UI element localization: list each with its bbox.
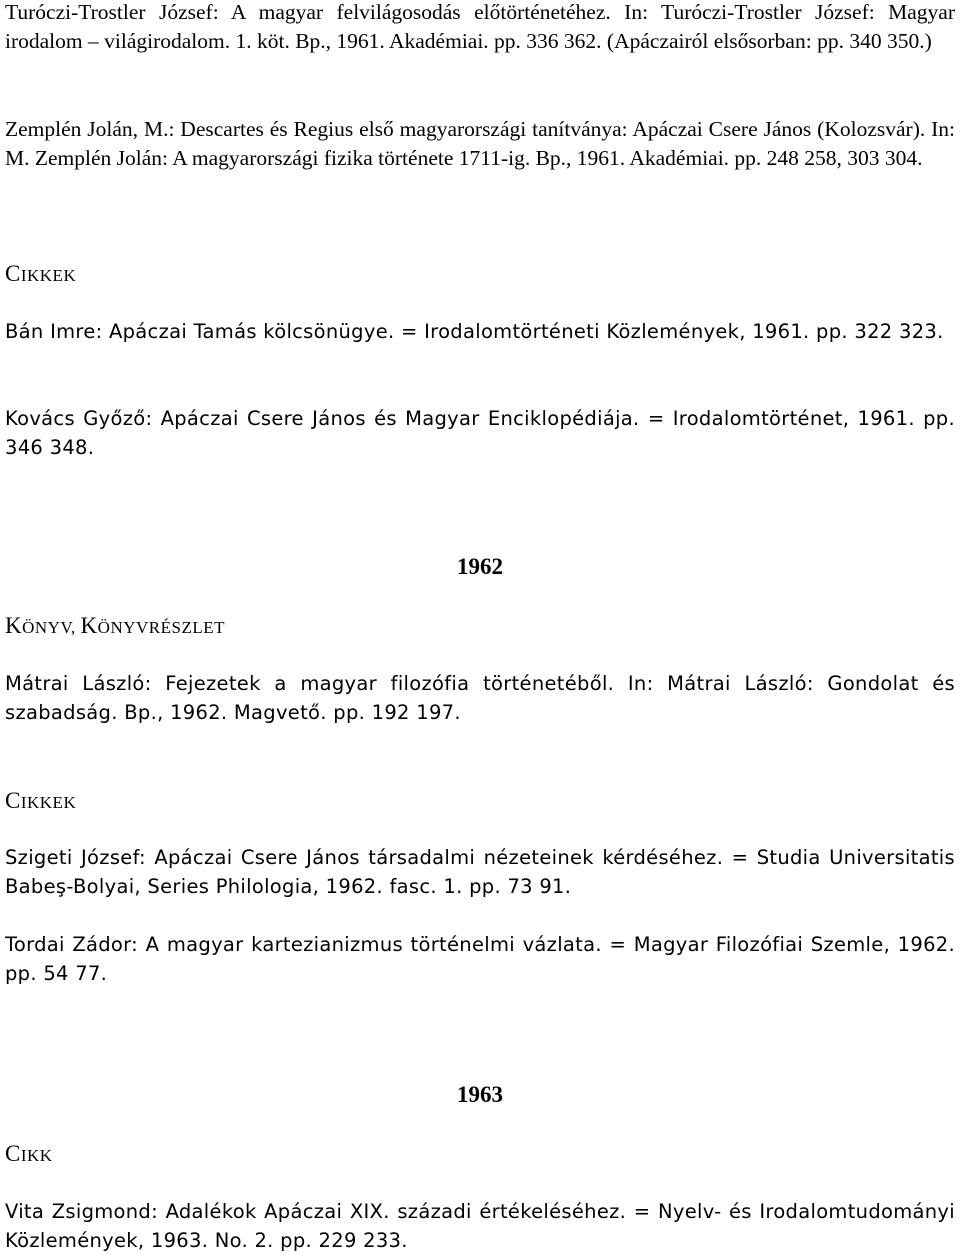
heading-initial: C: [5, 261, 21, 286]
heading-initial: C: [5, 788, 21, 813]
heading-rest: ÖNYV,: [22, 618, 81, 637]
heading-initial: C: [5, 1141, 21, 1166]
section-heading-konyv: [5, 611, 225, 642]
heading-rest: ÖNYVRÉSZLET: [97, 618, 225, 637]
heading-rest: IKKEK: [20, 793, 77, 812]
bibliography-entry: Mátrai László: Fejezetek a magyar filozófia történetéből. In: Mátrai László: Gondolat és szabadság. Bp., 1962. Magvető. pp. 192 197.: [5, 672, 955, 724]
section-heading-cikk: [5, 1139, 53, 1170]
bibliography-entry: Bán Imre: Apáczai Tamás kölcsönügye. = Irodalomtörténeti Közlemények, 1961. pp. 322 323.: [5, 320, 944, 343]
bibliography-entry: Turóczi-Trostler József: A magyar felvilágosodás előtörténetéhez. In: Turóczi-Trostler József: Magyar irodalom – világirodalom. 1. köt. Bp., 1961. Akadémiai. pp. 336 362. (Apáczairól elsősorban: pp. 340 350.): [5, 0, 955, 53]
section-heading-cikkek: [5, 786, 76, 817]
heading-initial: K: [5, 613, 23, 638]
heading-rest: IKKEK: [20, 266, 77, 285]
section-heading-cikkek: [5, 259, 76, 290]
heading-rest: IKK: [20, 1146, 53, 1165]
year-heading-1962: 1962: [457, 554, 503, 579]
year-heading-1963: 1963: [457, 1082, 503, 1107]
bibliography-entry: Tordai Zádor: A magyar kartezianizmus történelmi vázlata. = Magyar Filozófiai Szemle, 1962. pp. 54 77.: [5, 933, 955, 985]
bibliography-entry: Szigeti József: Apáczai Csere János társadalmi nézeteinek kérdéséhez. = Studia Universitatis Babeş-Bolyai, Series Philologia, 1962. fasc. 1. pp. 73 91.: [5, 846, 955, 898]
bibliography-entry: Vita Zsigmond: Adalékok Apáczai XIX. századi értékeléséhez. = Nyelv- és Irodalomtudományi Közlemények, 1963. No. 2. pp. 229 233.: [5, 1200, 955, 1252]
bibliography-entry: Kovács Győző: Apáczai Csere János és Magyar Enciklopédiája. = Irodalomtörténet, 1961. pp. 346 348.: [5, 407, 955, 459]
heading-initial: K: [80, 613, 98, 638]
bibliography-entry: Zemplén Jolán, M.: Descartes és Regius első magyarországi tanítványa: Apáczai Csere János (Kolozsvár). In: M. Zemplén Jolán: A magyarországi fizika története 1711-ig. Bp., 1961. Akadémiai. pp. 248 258, 303 304.: [5, 117, 955, 170]
